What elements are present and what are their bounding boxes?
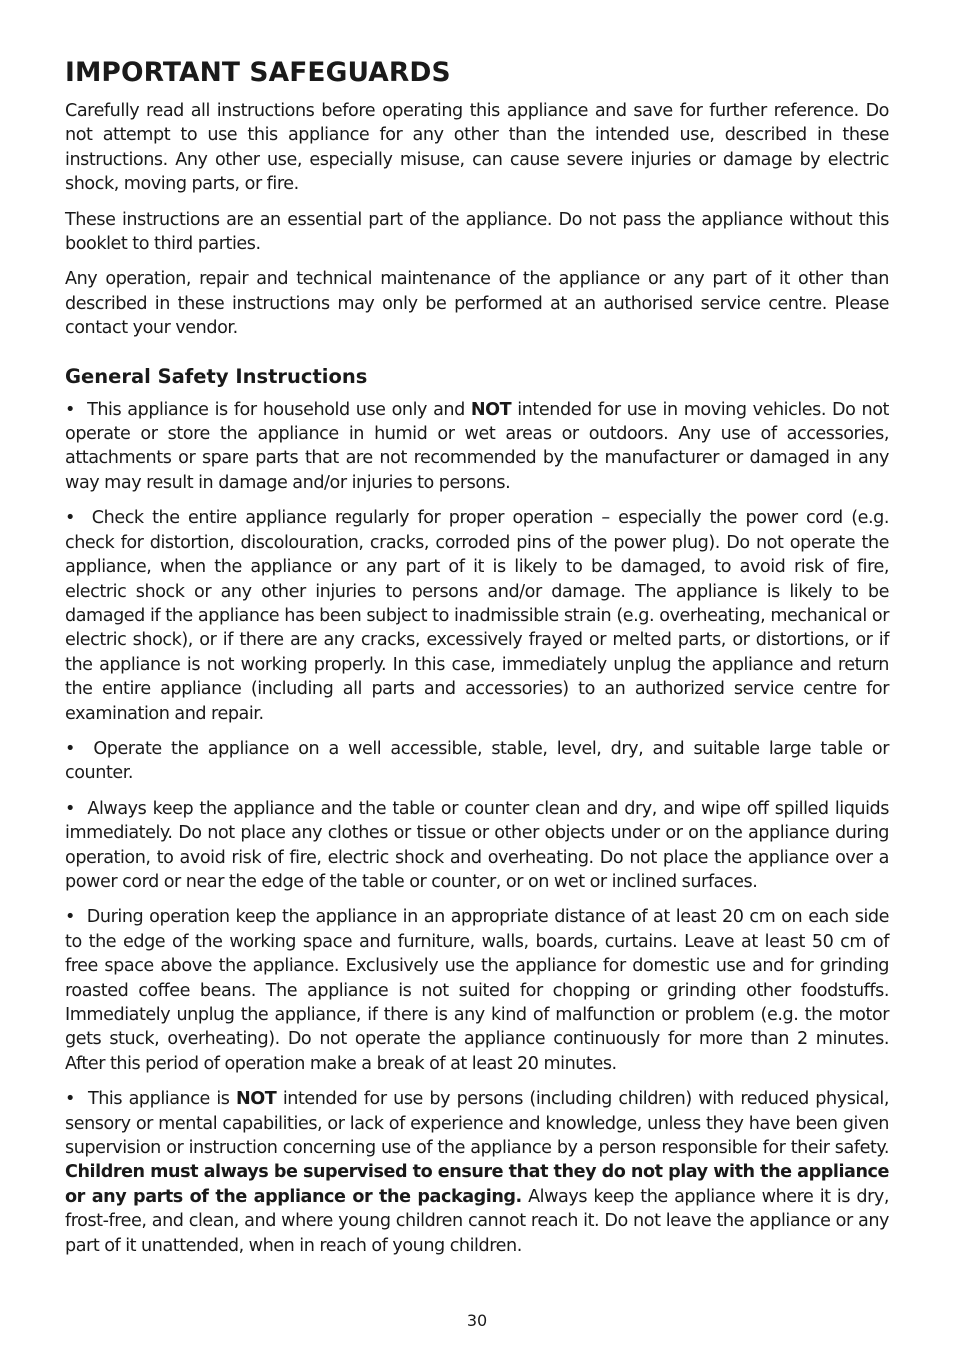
bullet-text: Operate the appliance on a well accessible, stable, level, dry, and suitable large table or counter. (65, 738, 889, 784)
bullet-marker: • (65, 798, 75, 819)
bullet-household-use (65, 398, 889, 496)
bullet-marker: • (65, 399, 75, 420)
bullet-text: Always keep the appliance where it is dry, frost-free, and clean, and where young children cannot reach it. Do not leave the appliance or any part of it unattended, when in reach of young children. (65, 1186, 889, 1256)
bullet-children (65, 1087, 889, 1258)
bullet-text: intended for use in moving vehicles. Do not operate or store the appliance in humid or wet areas or outdoors. Any use of accessories, attachments or spare parts that are not recommended by the manufacturer or damaged in any way may result in damage and/or injuries to persons. (65, 399, 889, 493)
intro-paragraph-3: Any operation, repair and technical maintenance of the appliance or any part of it other than described in these instructions may only be performed at an authorised service centre. Please contact your vendor. (65, 269, 889, 339)
bullet-emphasis: NOT (236, 1089, 277, 1110)
intro-paragraph-1: Carefully read all instructions before operating this appliance and save for further reference. Do not attempt to use this appliance for any other than the intended use, described in these instructions. Any other use, especially misuse, can cause severe injuries or damage by electric shock, moving parts, or fire. (65, 101, 889, 195)
section-heading: General Safety Instructions (65, 364, 368, 388)
bullet-text: Always keep the appliance and the table or counter clean and dry, and wipe off spilled liquids immediately. Do not place any clothes or tissue or other objects under or on the appliance during operation, to avoid risk of fire, electric shock and overheating. Do not place the appliance over a power cord or near the edge of the table or counter, or on wet or inclined surfaces. (65, 798, 889, 892)
bullet-text: Check the entire appliance regularly for proper operation – especially the power cord (e.g. check for distortion, discolouration, cracks, corroded pins of the power plug). Do not operate the appliance, when the appliance or any part of it is likely to be damaged, to avoid risk of fire, electric shock or any other injuries to persons and/or damage. The appliance is likely to be damaged if the appliance has been subject to inadmissible strain (e.g. overheating, mechanical or electric shock), or if there are any cracks, excessively frayed or melted parts, or distortions, or if the appliance is not working properly. In this case, immediately unplug the appliance and return the entire appliance (including all parts and accessories) to an authorized service centre for examination and repair. (65, 508, 889, 724)
bullet-distance (65, 905, 889, 1076)
page-title: IMPORTANT SAFEGUARDS (65, 57, 451, 88)
page-number: 30 (466, 1311, 488, 1330)
bullet-marker: • (65, 738, 75, 759)
document-page (65, 56, 889, 1269)
bullet-clean-dry (65, 797, 889, 895)
bullet-warning: Children must always be supervised to ensure that they do not play with the appliance or any parts of the appliance or the packaging. (65, 1162, 889, 1207)
intro-paragraph-2: These instructions are an essential part of the appliance. Do not pass the appliance without this booklet to third parties. (65, 209, 889, 255)
bullet-marker: • (65, 508, 75, 529)
bullet-text: This appliance is (87, 1089, 236, 1110)
bullet-check-appliance (65, 506, 889, 726)
bullet-marker: • (65, 907, 75, 928)
bullet-text: During operation keep the appliance in an appropriate distance of at least 20 cm on each side to the edge of the working space and furniture, walls, boards, curtains. Leave at least 50 cm of free space above the appliance. Exclusively use the appliance for domestic use and for grinding roasted coffee beans. The appliance is not suited for chopping or grinding other foodstuffs. Immediately unplug the appliance, if there is any kind of malfunction or problem (e.g. the motor gets stuck, overheating). Do not operate the appliance continuously for more than 2 minutes. After this period of operation make a break of at least 20 minutes. (65, 907, 889, 1074)
bullet-placement (65, 737, 889, 786)
bullet-marker: • (65, 1089, 75, 1110)
bullet-text: This appliance is for household use only and (87, 399, 471, 420)
bullet-emphasis: NOT (470, 399, 512, 420)
bullet-text: intended for use by persons (including children) with reduced physical, sensory or mental capabilities, or lack of experience and knowledge, unless they have been given supervision or instruction concerning use of the appliance by a person responsible for their safety. (65, 1089, 889, 1159)
